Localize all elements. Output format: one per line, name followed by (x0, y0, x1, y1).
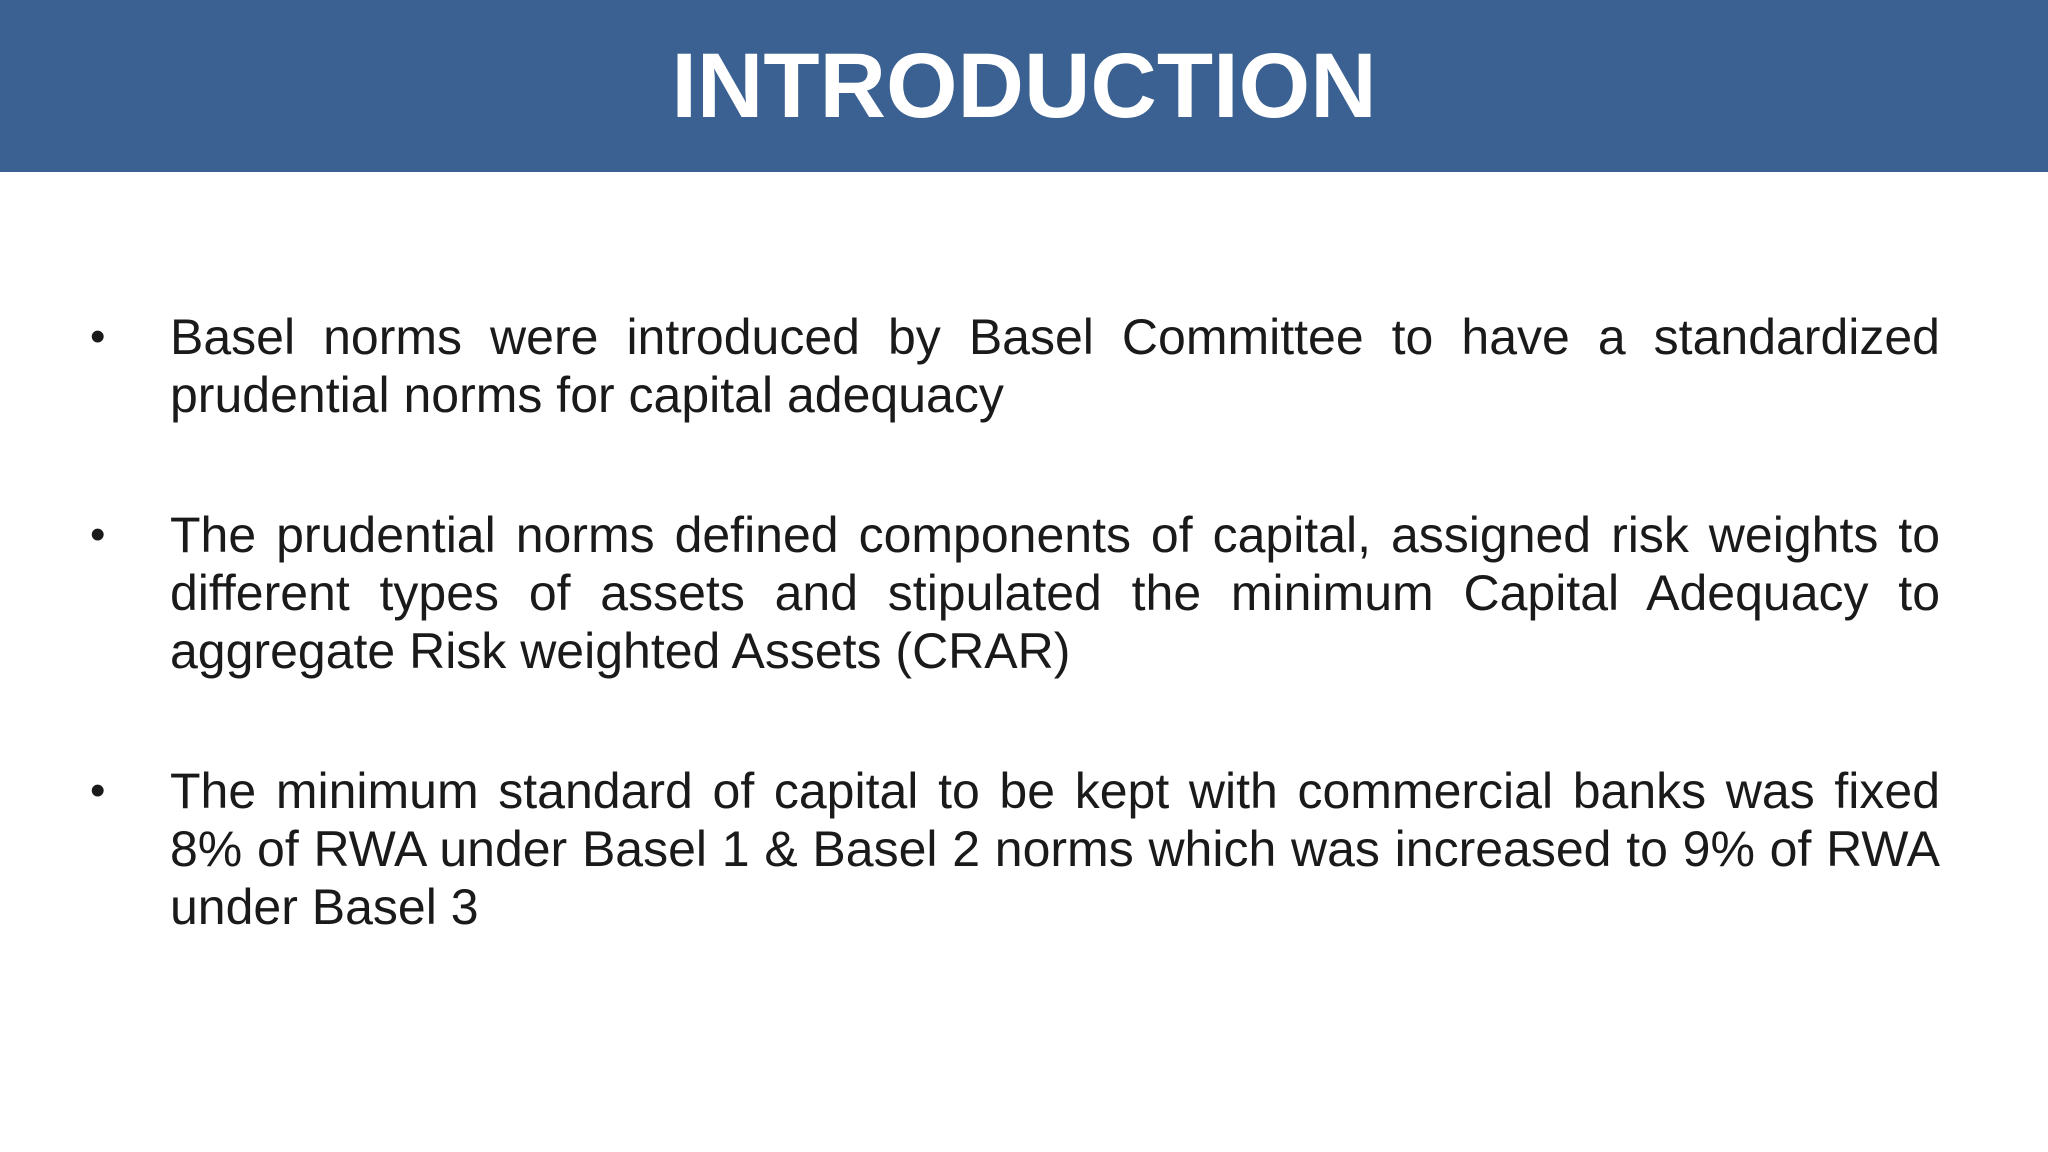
bullet-text: The minimum standard of capital to be kept with commercial banks was fixed 8% of RWA under Basel 1 & Basel 2 norms which was increased to 9% of RWA under Basel 3 (170, 763, 1940, 935)
bullet-dot-icon: • (90, 766, 106, 815)
bullet-item (90, 762, 1940, 936)
title-bar (0, 0, 2048, 172)
bullet-text: Basel norms were introduced by Basel Committee to have a standardized prudential norms for capital adequacy (170, 309, 1940, 423)
bullet-dot-icon: • (90, 510, 106, 559)
bullet-item (90, 506, 1940, 680)
bullet-dot-icon: • (90, 312, 106, 361)
bullet-item (90, 308, 1940, 424)
bullet-text: The prudential norms defined components of capital, assigned risk weights to different types of assets and stipulated the minimum Capital Adequacy to aggregate Risk weighted Assets (CRAR) (170, 507, 1940, 679)
slide-title: INTRODUCTION (671, 35, 1377, 137)
bullet-list (90, 308, 1940, 1018)
